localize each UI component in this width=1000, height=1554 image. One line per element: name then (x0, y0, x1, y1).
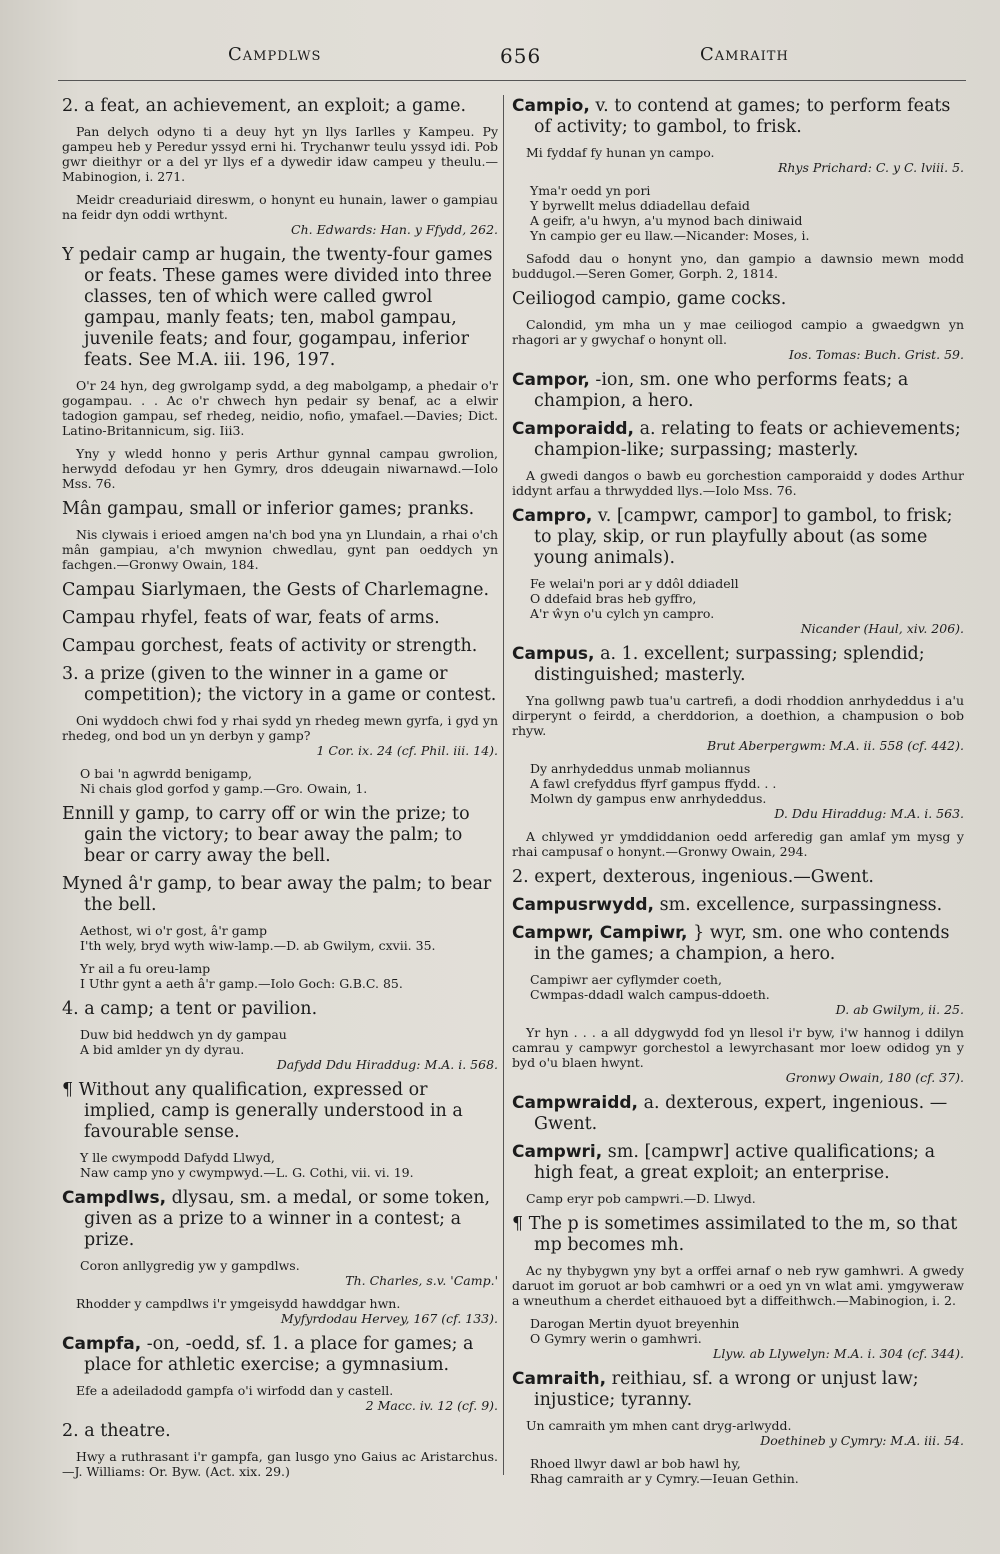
citation-source: D. ab Gwilym, ii. 25. (835, 1002, 964, 1017)
verse-quotation: Y lle cwympodd Dafydd Llwyd, Naw camp yno y cwympwyd.—L. G. Cothi, vii. vi. 19. (80, 1150, 414, 1180)
definition: a. 1. excellent; surpassing; splendid; distinguished; masterly. (534, 644, 925, 685)
header-right-word: Camraith (700, 44, 789, 65)
definition: reithiau, sf. a wrong or unjust law; injustice; tyranny. (534, 1369, 919, 1410)
verse-quotation: Aethost, wi o'r gost, â'r gamp I'th wely, bryd wyth wiw-lamp.—D. ab Gwilym, cxvii. 35. (80, 923, 436, 953)
page-number: 656 (500, 44, 542, 68)
citation-source: Myfyrdodau Hervey, 167 (cf. 133). (280, 1311, 498, 1326)
quotation: Camp eryr pob campwri.—D. Llwyd. (526, 1191, 756, 1206)
running-header (0, 44, 1000, 74)
entry-sense: 2. a theatre. (62, 1421, 171, 1441)
definition: -ion, sm. one who performs feats; a champion, a hero. (534, 370, 909, 411)
entry-sense: Mân gampau, small or inferior games; pranks. (62, 499, 475, 519)
verse-quotation: Rhoed llwyr dawl ar bob hawl hy, Rhag camraith ar y Cymry.—Ieuan Gethin. (530, 1456, 799, 1486)
quotation: Mi fyddaf fy hunan yn campo. Rhys Prichard: C. y C. lviii. 5. (512, 145, 964, 175)
headword-entry (512, 923, 964, 965)
citation-source: Nicander (Haul, xiv. 206). (800, 621, 964, 636)
headword: Campor, (512, 370, 590, 390)
entry-sense: 3. a prize (given to the winner in a game or competition); the victory in a game or contest. (62, 664, 497, 705)
entry-sense: Campau Siarlymaen, the Gests of Charlemagne. (62, 580, 490, 600)
headword: Campfa, (62, 1334, 142, 1354)
citation-source: Dafydd Ddu Hiraddug: M.A. i. 568. (276, 1057, 498, 1072)
headword: Camraith, (512, 1369, 607, 1389)
verse-quotation: Yma'r oedd yn pori Y byrwellt melus ddiadellau defaid A geifr, a'u hwyn, a'u mynod bach diniwaid Yn campio ger eu llaw.—Nicander: Moses, i. (530, 183, 810, 243)
citation-source: D. Ddu Hiraddug: M.A. i. 563. (774, 806, 964, 821)
citation-source: Ch. Edwards: Han. y Ffydd, 262. (291, 222, 498, 237)
definition: -on, -oedd, sf. 1. a place for games; a place for athletic exercise; a gymnasium. (84, 1334, 474, 1375)
headword-entry (512, 419, 964, 461)
citation-source: Gronwy Owain, 180 (cf. 37). (785, 1070, 964, 1085)
header-left-word: Campdlws (228, 44, 322, 65)
citation-source: 2 Macc. iv. 12 (cf. 9). (365, 1398, 498, 1413)
citation-source: 1 Cor. ix. 24 (cf. Phil. iii. 14). (316, 743, 498, 758)
column-divider (503, 95, 504, 1475)
headword: Campio, (512, 96, 590, 116)
entry-sense: ¶ Without any qualification, expressed or implied, camp is generally understood in a favourable sense. (62, 1080, 463, 1142)
quotation: Efe a adeiladodd gampfa o'i wirfodd dan y castell. 2 Macc. iv. 12 (cf. 9). (62, 1383, 498, 1413)
quotation: Oni wyddoch chwi fod y rhai sydd yn rhedeg mewn gyrfa, i gyd yn rhedeg, ond bod un yn derbyn y gamp? 1 Cor. ix. 24 (cf. Phil. iii. 14). (62, 713, 498, 758)
entry-sense: 2. a feat, an achievement, an exploit; a game. (62, 96, 467, 116)
definition: v. [campwr, campor] to gambol, to frisk; to play, skip, or run playfully about (as some young animals). (534, 506, 953, 568)
definition: v. to contend at games; to perform feats of activity; to gambol, to frisk. (534, 96, 951, 137)
headword-entry (512, 1369, 964, 1411)
header-rule (58, 80, 966, 81)
verse-quotation: O bai 'n agwrdd benigamp, Ni chais glod gorfod y gamp.—Gro. Owain, 1. (80, 766, 368, 796)
quotation: O'r 24 hyn, deg gwrolgamp sydd, a deg mabolgamp, a phedair o'r gogampau. . . Ac o'r chwech hyn pedair sy benaf, ac a elwir tadogion gampau, sef rhedeg, neidio, nofio, ymafael.—Davies; Dict. Latino-Britannicum, sig. Iii3. (62, 378, 498, 438)
entry-sense: Campau rhyfel, feats of war, feats of arms. (62, 608, 440, 628)
headword: Campus, (512, 644, 595, 664)
headword-entry (62, 1334, 498, 1376)
entry-sense: Y pedair camp ar hugain, the twenty-four games or feats. These games were divided into three classes, ten of which were called gwrol gampau, manly feats; ten, mabol gampau, juvenile feats; and four, gogampau, inferior feats. See M.A. iii. 196, 197. (62, 245, 493, 370)
entry-sense: Myned â'r gamp, to bear away the palm; to bear the bell. (62, 874, 492, 915)
quotation: Hwy a ruthrasant i'r gampfa, gan lusgo yno Gaius ac Aristarchus.—J. Williams: Or. Byw. (Act. xix. 29.) (62, 1449, 498, 1479)
right-column (512, 96, 964, 1506)
quotation: Yr hyn . . . a all ddygwydd fod yn llesol i'r byw, i'w hannog i ddilyn camrau y campwyr gorchestol a lewyrchasant mor loew odidog yn y byd o'u blaen hwynt. Gronwy Owain, 180 (cf. 37). (512, 1025, 964, 1085)
headword-entry (512, 96, 964, 138)
quotation: Ac ny thybygwn yny byt a orffei arnaf o neb ryw gamhwri. A gwedy daruot im goruot ar bob camhwri or a oed yn vn wlat ami. ymgyweraw a wneuthum a cherdet eithauoed byt a diffeithwch.—Mabinogion, i. 2. (512, 1263, 964, 1308)
headword-entry (512, 1142, 964, 1184)
headword: Campwr, Campiwr, (512, 923, 688, 943)
entry-sense: Ceiliogod campio, game cocks. (512, 289, 787, 309)
quotation: Rhodder y campdlws i'r ymgeisydd hawddgar hwn. Myfyrdodau Hervey, 167 (cf. 133). (62, 1296, 498, 1326)
citation-source: Doethineb y Cymry: M.A. iii. 54. (760, 1433, 964, 1448)
definition: sm. excellence, surpassingness. (654, 895, 943, 915)
citation-source: Ios. Tomas: Buch. Grist. 59. (788, 347, 964, 362)
headword-entry (512, 506, 964, 569)
definition: dlysau, sm. a medal, or some token, given as a prize to a winner in a contest; a prize. (84, 1188, 491, 1250)
verse-quotation: Dy anrhydeddus unmab moliannus A fawl crefyddus ffyrf gampus ffydd. . . Molwn dy gampus enw anrhydeddus. D. Ddu Hiraddug: M.A. i. 563. (530, 761, 964, 821)
entry-sense: Ennill y gamp, to carry off or win the prize; to gain the victory; to bear away the palm; to bear or carry away the bell. (62, 804, 470, 866)
verse-quotation: Darogan Mertin dyuot breyenhin O Gymry werin o gamhwri. Llyw. ab Llywelyn: M.A. i. 304 (cf. 344). (530, 1316, 964, 1361)
headword: Campdlws, (62, 1188, 167, 1208)
headword: Campusrwydd, (512, 895, 655, 915)
verse-quotation: Campiwr aer cyflymder coeth, Cwmpas-ddadl walch campus-ddoeth. D. ab Gwilym, ii. 25. (530, 972, 964, 1017)
quotation: Un camraith ym mhen cant dryg-arlwydd. Doethineb y Cymry: M.A. iii. 54. (512, 1418, 964, 1448)
quotation: Pan delych odyno ti a deuy hyt yn llys Iarlles y Kampeu. Py gampeu heb y Peredur yssyd erni hi. Trychanwr teulu yssyd idi. Pob gwr dieithyr or a del yr llys ef a dywedir idaw campeu y theulu.—Mabinogion, i. 271. (62, 124, 498, 184)
verse-quotation: Yr ail a fu oreu-lamp I Uthr gynt a aeth â'r gamp.—Iolo Goch: G.B.C. 85. (80, 961, 403, 991)
citation-source: Brut Aberpergwm: M.A. ii. 558 (cf. 442). (707, 738, 964, 753)
headword: Campwri, (512, 1142, 603, 1162)
citation-source: Th. Charles, s.v. 'Camp.' (345, 1273, 498, 1288)
entry-sense: Campau gorchest, feats of activity or strength. (62, 636, 478, 656)
quotation: Safodd dau o honynt yno, dan gampio a dawnsio mewn modd buddugol.—Seren Gomer, Gorph. 2, 1814. (512, 251, 964, 281)
quotation: Yny y wledd honno y peris Arthur gynnal campau gwrolion, herwydd defodau yr hen Gymry, dros ddeugain niwarnawd.—Iolo Mss. 76. (62, 446, 498, 491)
headword-entry (512, 895, 964, 916)
definition: a. relating to feats or achievements; champion-like; surpassing; masterly. (534, 419, 961, 460)
definition: a. dexterous, expert, ingenious. —Gwent. (534, 1093, 948, 1134)
left-column (62, 96, 498, 1496)
quotation: Meidr creaduriaid direswm, o honynt eu hunain, lawer o gampiau na feidr dyn oddi wrthynt. Ch. Edwards: Han. y Ffydd, 262. (62, 192, 498, 237)
entry-sense: 4. a camp; a tent or pavilion. (62, 999, 318, 1019)
headword-entry (512, 1093, 964, 1135)
quotation: Yna gollwng pawb tua'u cartrefi, a dodi rhoddion anrhydeddus i a'u dirperynt o feirdd, a cherddorion, a doethion, a champusion o bob rhyw. Brut Aberpergwm: M.A. ii. 558 (cf. 442). (512, 693, 964, 753)
quotation: Calondid, ym mha un y mae ceiliogod campio a gwaedgwn yn rhagori ar y gwychaf o honynt oll. Ios. Tomas: Buch. Grist. 59. (512, 317, 964, 362)
definition: sm. [campwr] active qualifications; a high feat, a great exploit; an enterprise. (534, 1142, 936, 1183)
verse-quotation: Duw bid heddwch yn dy gampau A bid amlder yn dy dyrau. Dafydd Ddu Hiraddug: M.A. i. 568. (80, 1027, 498, 1072)
headword: Campro, (512, 506, 593, 526)
verse-quotation: Coron anllygredig yw y gampdlws. Th. Charles, s.v. 'Camp.' (80, 1258, 498, 1288)
headword-entry (512, 370, 964, 412)
entry-sense: 2. expert, dexterous, ingenious.—Gwent. (512, 867, 874, 887)
quotation: A chlywed yr ymddiddanion oedd arferedig gan amlaf ym mysg y rhai campusaf o honynt.—Gronwy Owain, 294. (512, 829, 964, 859)
headword-entry (512, 644, 964, 686)
headword: Camporaidd, (512, 419, 634, 439)
citation-source: Llyw. ab Llywelyn: M.A. i. 304 (cf. 344). (713, 1346, 964, 1361)
entry-sense: ¶ The p is sometimes assimilated to the m, so that mp becomes mh. (512, 1214, 958, 1255)
verse-quotation: Fe welai'n pori ar y ddôl ddiadell O ddefaid bras heb gyffro, A'r ŵyn o'u cylch yn campro. Nicander (Haul, xiv. 206). (530, 576, 964, 636)
quotation: A gwedi dangos o bawb eu gorchestion camporaidd y dodes Arthur iddynt arfau a thrwydded llys.—Iolo Mss. 76. (512, 468, 964, 498)
citation-source: Rhys Prichard: C. y C. lviii. 5. (777, 160, 964, 175)
definition: } wyr, sm. one who contends in the games; a champion, a hero. (534, 923, 950, 964)
headword-entry (62, 1188, 498, 1251)
quotation: Nis clywais i erioed amgen na'ch bod yna yn Llundain, a rhai o'ch mân gampiau, a'ch mwynion chwedlau, gynt pan oeddych yn fachgen.—Gronwy Owain, 184. (62, 527, 498, 572)
headword: Campwraidd, (512, 1093, 639, 1113)
